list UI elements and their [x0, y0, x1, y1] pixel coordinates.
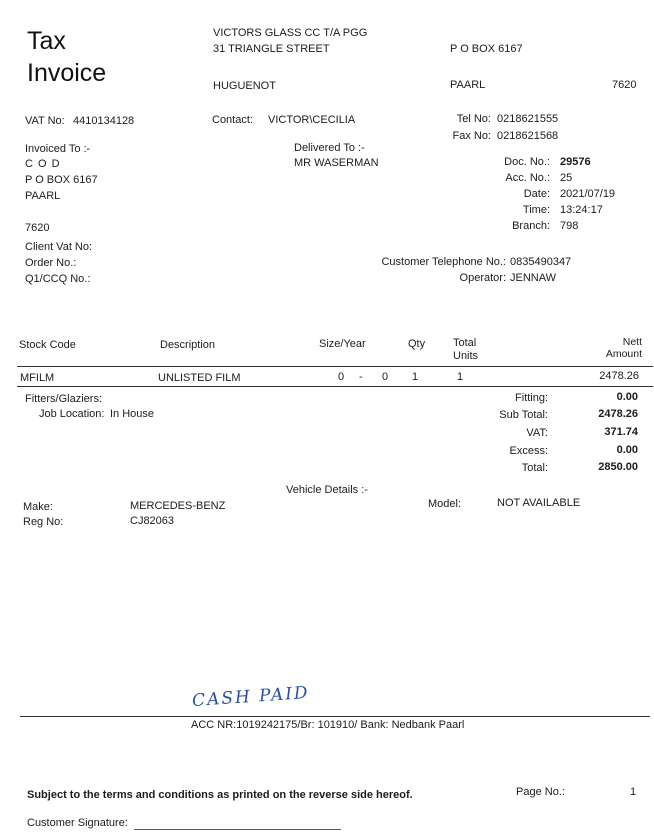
column-header-description: Description — [160, 339, 216, 351]
make-value: MERCEDES-BENZ — [130, 500, 226, 512]
vat-total-label: VAT: — [526, 427, 548, 439]
order-no-label: Order No.: — [25, 257, 77, 269]
customer-telephone-value: 0835490347 — [510, 256, 572, 268]
company-town: PAARL — [450, 79, 486, 91]
column-header-total-units-2: Units — [453, 350, 479, 362]
date-value: 2021/07/19 — [560, 188, 616, 200]
row-year: 0 — [382, 371, 389, 383]
operator-label: Operator: — [459, 272, 506, 284]
acc-no-label: Acc. No.: — [505, 172, 550, 184]
row-stock-code: MFILM — [20, 372, 55, 384]
vat-label: VAT No: — [25, 115, 65, 127]
subtotal-label: Sub Total: — [499, 409, 548, 421]
invoiced-to-line: P O BOX 6167 — [25, 174, 98, 186]
tel-value: 0218621555 — [497, 113, 559, 125]
customer-telephone-label: Customer Telephone No.: — [381, 256, 506, 268]
company-name: VICTORS GLASS CC T/A PGG — [213, 27, 368, 39]
company-area: HUGUENOT — [213, 80, 276, 92]
table-header-rule — [17, 366, 653, 367]
row-separator: - — [359, 371, 363, 383]
company-po-box: P O BOX 6167 — [450, 43, 523, 55]
company-street: 31 TRIANGLE STREET — [213, 43, 330, 55]
fitting-label: Fitting: — [514, 392, 548, 404]
customer-signature-line[interactable] — [134, 829, 341, 830]
job-location-value: In House — [110, 408, 155, 420]
page-no-label: Page No.: — [516, 786, 565, 798]
invoiced-to-line: PAARL — [25, 190, 61, 202]
document-title-line2: Invoice — [27, 59, 107, 87]
subtotal-value: 2478.26 — [598, 408, 638, 420]
branch-label: Branch: — [512, 220, 550, 232]
excess-value: 0.00 — [616, 444, 638, 456]
invoiced-to-label: Invoiced To :- — [25, 143, 91, 155]
client-vat-label: Client Vat No: — [25, 241, 93, 253]
column-header-size-year: Size/Year — [319, 338, 366, 350]
fitters-label: Fitters/Glaziers: — [25, 393, 103, 405]
company-postal-code: 7620 — [612, 79, 637, 91]
date-label: Date: — [523, 188, 550, 200]
reg-no-value: CJ82063 — [130, 515, 175, 527]
row-qty: 1 — [412, 371, 419, 383]
time-value: 13:24:17 — [560, 204, 603, 216]
row-size: 0 — [338, 371, 345, 383]
handwritten-cash-paid: CASH PAID — [191, 682, 311, 712]
delivered-to-name: MR WASERMAN — [294, 157, 379, 169]
table-row-rule — [17, 386, 653, 387]
column-header-nett-amount-2: Amount — [605, 348, 642, 360]
bank-details: ACC NR:1019242175/Br: 101910/ Bank: Nedbank Paarl — [191, 719, 465, 731]
document-title-line1: Tax — [27, 27, 66, 55]
vat-total-value: 371.74 — [604, 426, 638, 438]
column-header-qty: Qty — [408, 338, 426, 350]
row-total-units: 1 — [457, 371, 464, 383]
reg-no-label: Reg No: — [23, 516, 64, 528]
invoiced-to-postal-code: 7620 — [25, 222, 50, 234]
time-label: Time: — [522, 204, 550, 216]
customer-signature-label: Customer Signature: — [27, 817, 128, 829]
vehicle-details-heading: Vehicle Details :- — [286, 484, 368, 496]
row-description: UNLISTED FILM — [158, 372, 241, 384]
tel-label: Tel No: — [456, 113, 491, 125]
invoiced-to-line: C O D — [25, 158, 61, 170]
column-header-nett-amount: Nett — [622, 336, 642, 348]
branch-value: 798 — [560, 220, 579, 232]
model-label: Model: — [428, 498, 462, 510]
model-value: NOT AVAILABLE — [497, 497, 581, 509]
make-label: Make: — [23, 501, 53, 513]
contact-value: VICTOR\CECILIA — [268, 114, 356, 126]
total-value: 2850.00 — [598, 461, 638, 473]
doc-no-value: 29576 — [560, 156, 591, 168]
terms-notice: Subject to the terms and conditions as printed on the reverse side hereof. — [27, 789, 413, 801]
doc-no-label: Doc. No.: — [504, 156, 550, 168]
total-label: Total: — [521, 462, 548, 474]
fitting-value: 0.00 — [616, 391, 638, 403]
job-location-label: Job Location: — [39, 408, 105, 420]
contact-label: Contact: — [212, 114, 253, 126]
page-no-value: 1 — [630, 786, 637, 798]
column-header-total-units: Total — [453, 337, 477, 349]
q1-ccq-label: Q1/CCQ No.: — [25, 273, 91, 285]
fax-label: Fax No: — [452, 130, 491, 142]
bank-details-rule — [20, 716, 650, 717]
row-nett-amount: 2478.26 — [599, 370, 639, 382]
excess-label: Excess: — [509, 445, 548, 457]
fax-value: 0218621568 — [497, 130, 559, 142]
delivered-to-label: Delivered To :- — [294, 142, 365, 154]
vat-value: 4410134128 — [73, 115, 135, 127]
acc-no-value: 25 — [560, 172, 573, 184]
column-header-stock-code: Stock Code — [19, 339, 76, 351]
operator-value: JENNAW — [510, 272, 557, 284]
